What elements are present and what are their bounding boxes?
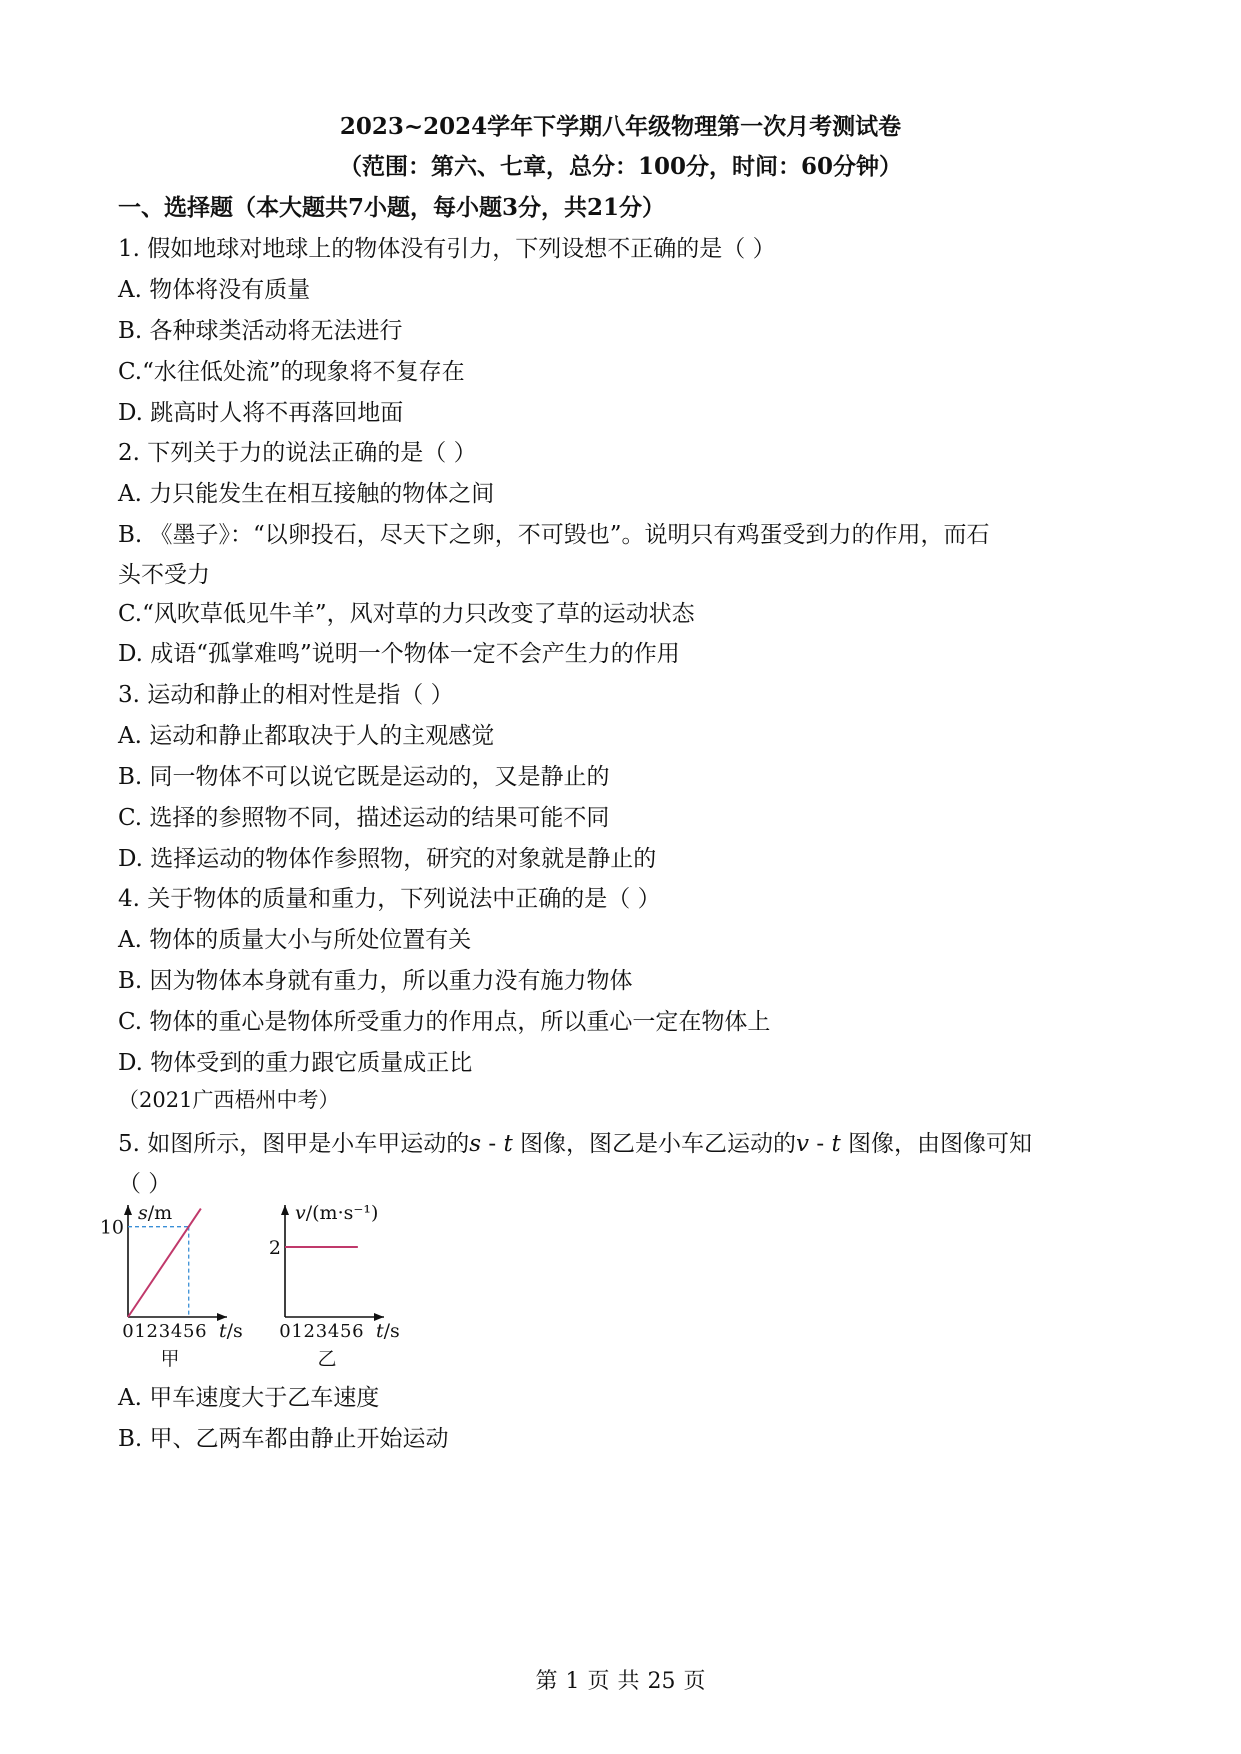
page-title: 2023~2024学年下学期八年级物理第一次月考测试卷 [339, 113, 902, 140]
q5-stem-paren: （ ） [118, 1171, 172, 1197]
chart1-x-tick-4: 4 [170, 1321, 183, 1342]
footer-label-gong: 共 [617, 1669, 640, 1694]
q5-stem-dash1: - [481, 1131, 504, 1157]
q5-stem-pre: 5. 如图所示，图甲是小车甲运动的 [118, 1131, 470, 1157]
footer-label-ye2: 页 [683, 1669, 706, 1694]
q4-option-d: D. 物体受到的重力跟它质量成正比 [118, 1050, 473, 1076]
q1-stem: 1. 假如地球对地球上的物体没有引力，下列设想不正确的是（ ） [118, 236, 776, 262]
q5-source: （2021广西梧州中考） [118, 1088, 340, 1112]
q4-option-c: C. 物体的重心是物体所受重力的作用点，所以重心一定在物体上 [118, 1009, 771, 1035]
q2-option-c: C.“风吹草低见牛羊”，风对草的力只改变了草的运动状态 [118, 601, 695, 627]
chart2-x-tick-0: 0 [279, 1321, 291, 1342]
chart2-x-tick-4: 4 [327, 1321, 340, 1342]
footer-label-ye: 页 [587, 1669, 610, 1694]
footer-page-number: 1 [565, 1669, 580, 1694]
chart1-x-label: t/s [219, 1320, 243, 1342]
chart1-x-tick-0: 0 [122, 1321, 134, 1342]
q5-option-b: B. 甲、乙两车都由静止开始运动 [118, 1426, 449, 1452]
chart1-x-tick-2: 2 [146, 1321, 159, 1342]
q4-option-b: B. 因为物体本身就有重力，所以重力没有施力物体 [118, 968, 633, 994]
chart2-x-tick-5: 5 [339, 1321, 352, 1342]
q3-option-a: A. 运动和静止都取决于人的主观感觉 [118, 723, 495, 749]
q4-option-a: A. 物体的质量大小与所处位置有关 [118, 927, 472, 953]
q5-stem-t1: t [503, 1131, 513, 1157]
chart2-x-tick-3: 3 [315, 1321, 328, 1342]
page-subtitle: （范围：第六、七章，总分：100分，时间：60分钟） [338, 153, 903, 180]
q2-option-b-cont: 头不受力 [118, 562, 210, 588]
chart1-y-label: s/m [138, 1202, 173, 1224]
chart2-x-tick-2: 2 [303, 1321, 316, 1342]
q2-option-b: B. 《墨子》：“以卵投石，尽天下之卵，不可毁也”。说明只有鸡蛋受到力的作用，而石 [118, 522, 990, 548]
q2-option-d: D. 成语“孤掌难鸣”说明一个物体一定不会产生力的作用 [118, 641, 680, 667]
chart1-x-tick-3: 3 [158, 1321, 171, 1342]
chart2-caption: 乙 [317, 1348, 337, 1370]
q1-option-b: B. 各种球类活动将无法进行 [118, 318, 403, 344]
q1-option-d: D. 跳高时人将不再落回地面 [118, 400, 404, 426]
chart2-x-tick-1: 1 [291, 1321, 303, 1342]
q1-option-c: C.“水往低处流”的现象将不复存在 [118, 359, 465, 385]
q5-stem-post: 图像，由图像可知 [840, 1131, 1033, 1157]
q5-stem-v: v [796, 1131, 810, 1157]
q5-option-a: A. 甲车速度大于乙车速度 [118, 1385, 380, 1411]
q5-stem-s: s [469, 1131, 482, 1157]
chart1-x-tick-5: 5 [182, 1321, 195, 1342]
section-heading: 一、选择题（本大题共7小题，每小题3分，共21分） [118, 194, 666, 221]
q3-option-d: D. 选择运动的物体作参照物，研究的对象就是静止的 [118, 846, 657, 872]
chart1-caption: 甲 [160, 1348, 180, 1370]
q3-stem: 3. 运动和静止的相对性是指（ ） [118, 682, 454, 708]
chart1-data-line [128, 1209, 201, 1317]
chart1-x-tick-1: 1 [134, 1321, 146, 1342]
footer-total-pages: 25 [647, 1669, 676, 1694]
q3-option-b: B. 同一物体不可以说它既是运动的，又是静止的 [118, 764, 610, 790]
q3-option-c: C. 选择的参照物不同，描述运动的结果可能不同 [118, 805, 610, 831]
q5-stem [118, 1125, 1032, 1158]
q1-option-a: A. 物体将没有质量 [118, 277, 311, 303]
q2-option-a: A. 力只能发生在相互接触的物体之间 [118, 481, 495, 507]
chart2-y-arrow [281, 1205, 289, 1215]
chart2-x-tick-6: 6 [352, 1321, 364, 1342]
chart2-y-label: v/(m·s⁻¹) [295, 1202, 379, 1224]
chart1-y-tick-10: 10 [100, 1216, 124, 1239]
q5-stem-mid: 图像，图乙是小车乙运动的 [512, 1131, 797, 1157]
chart2-y-tick-2: 2 [268, 1237, 281, 1259]
q4-stem: 4. 关于物体的质量和重力，下列说法中正确的是（ ） [118, 886, 661, 912]
q5-figure [100, 1195, 480, 1375]
page-footer [0, 1664, 1241, 1695]
chart1-y-arrow [124, 1205, 132, 1215]
q2-stem: 2. 下列关于力的说法正确的是（ ） [118, 440, 477, 466]
chart2-x-label: t/s [376, 1320, 400, 1342]
chart1-x-tick-6: 6 [195, 1321, 207, 1342]
q5-stem-t2: t [831, 1131, 841, 1157]
footer-label-di: 第 [535, 1669, 558, 1694]
q5-stem-dash2: - [809, 1131, 832, 1157]
